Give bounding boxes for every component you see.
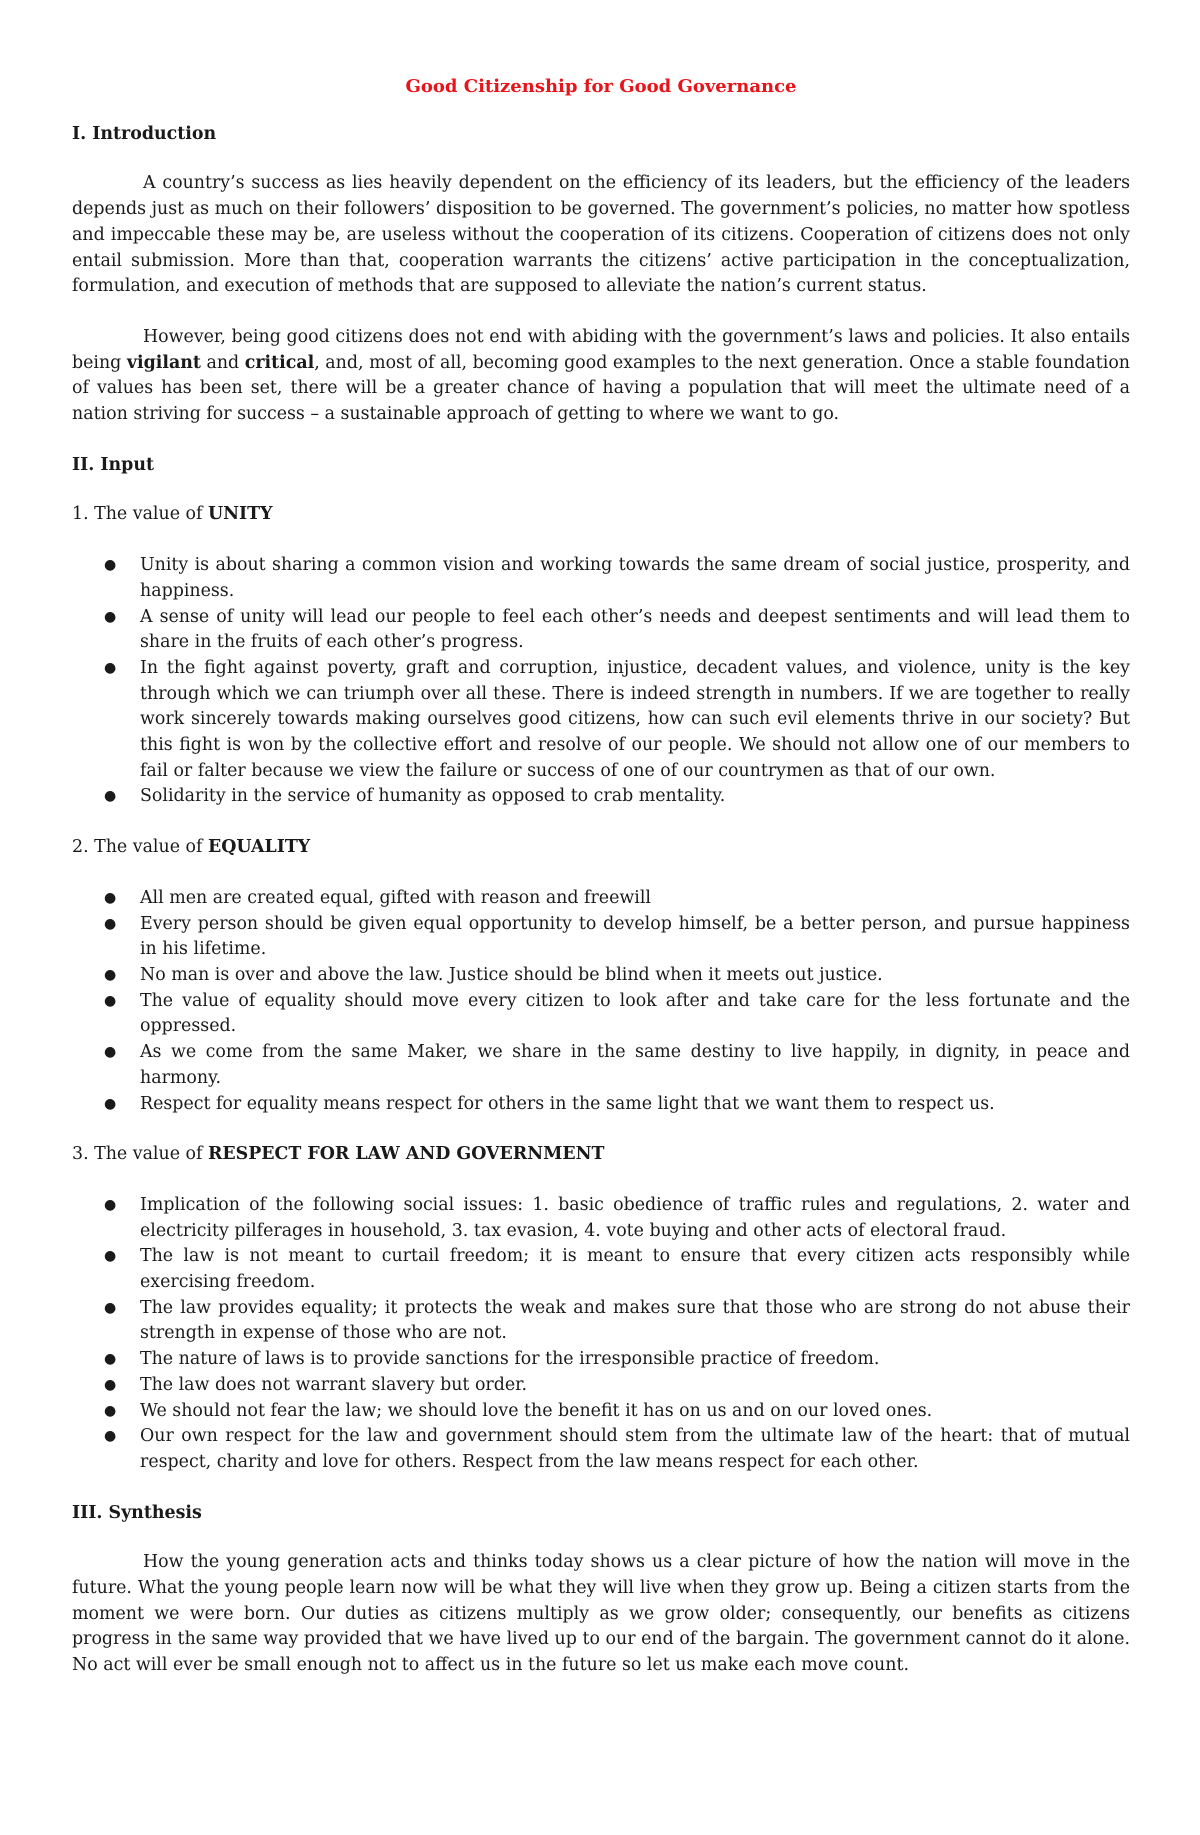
list-item: ● No man is over and above the law. Justice should be blind when it meets out justice. [72,963,1130,989]
intro-heading: I. Introduction [72,123,217,144]
bullet-icon: ● [104,659,117,676]
bullet-icon: ● [104,788,117,805]
synthesis-heading: III. Synthesis [72,1502,202,1523]
bullet-icon: ● [104,1376,117,1393]
unity-list [72,553,1130,810]
list-item: ● Unity is about sharing a common vision and working towards the same dream of social justice, prosperity, and happiness. [104,555,1130,601]
input-heading: II. Input [72,454,154,475]
list-item: ● Solidarity in the service of humanity as opposed to crab mentality. [72,784,1130,810]
list-item: ● Implication of the following social issues: 1. basic obedience of traffic rules and regulations, 2. water and electricity pilferages in household, 3. tax evasion, 4. vote buying and other acts of electoral fraud. [104,1194,1130,1241]
synthesis-paragraph: How the young generation acts and thinks today shows us a clear picture of how the nation will move in the future. What the young people learn now will be what they will live when they grow up. Being a citizen starts from the moment we were born. Our duties as citizens multiply as we grow older; consequently, our benefits as citizens progress in the same way provided that we have lived up to our end of the bargain. The government cannot do it alone. No act will ever be small enough not to affect us in the future so let us make each move count. [72,1552,1130,1676]
bullet-icon: ● [104,1299,117,1316]
list-item: ● Respect for equality means respect for others in the same light that we want them to respect us. [72,1092,1130,1118]
bullet-icon: ● [104,1402,117,1419]
list-item: ● Our own respect for the law and government should stem from the ultimate law of the heart: that of mutual respect, charity and love for others. Respect from the law means respect for each other. [104,1426,1130,1472]
list-item: ● All men are created equal, gifted with reason and freewill [72,886,1130,912]
list-item: ● The law provides equality; it protects the weak and makes sure that those who are strong do not abuse their strength in expense of those who are not. [104,1297,1130,1344]
list-item: ● As we come from the same Maker, we share in the same destiny to live happily, in dignity, in peace and harmony. [104,1042,1130,1088]
bullet-icon: ● [104,992,117,1009]
respect-list [72,1193,1130,1476]
list-item: ● Every person should be given equal opportunity to develop himself, be a better person, and pursue happiness in his lifetime. [104,913,1130,960]
bullet-icon: ● [104,608,117,625]
list-item: ● In the fight against poverty, graft and corruption, injustice, decadent values, and violence, unity is the key through which we can triumph over all these. There is indeed strength in numbers. If we are together to really work sincerely towards making ourselves good citizens, how can such evil elements thrive in our society? But this fight is won by the collective effort and resolve of our people. We should not allow one of our members to fail or falter because we view the failure or success of one of our countrymen as that of our own. [104,657,1130,781]
bullet-icon: ● [104,1095,117,1112]
value-respect-heading: 3. The value of RESPECT FOR LAW AND GOVERNMENT [72,1144,605,1165]
list-item: ● The nature of laws is to provide sanctions for the irresponsible practice of freedom. [72,1347,1130,1373]
document-page [72,74,1130,1704]
bullet-icon: ● [104,557,117,574]
bullet-icon: ● [104,1428,117,1445]
bullet-icon: ● [104,966,117,983]
bullet-icon: ● [104,1248,117,1265]
document-title: Good Citizenship for Good Governance [405,76,797,97]
critical-emphasis: critical [244,352,315,373]
value-unity-heading: 1. The value of UNITY [72,504,273,525]
list-item: ● A sense of unity will lead our people to feel each other’s needs and deepest sentiments and will lead them to share in the fruits of each other’s progress. [104,606,1130,653]
value-equality-heading: 2. The value of EQUALITY [72,837,311,858]
intro-paragraph-1: A country’s success as lies heavily dependent on the efficiency of its leaders, but the efficiency of the leaders depends just as much on their followers’ disposition to be governed. The government’s policies, no matter how spotless and impeccable these may be, are useless without the cooperation of its citizens. Cooperation of citizens does not only entail submission. More than that, cooperation warrants the citizens’ active participation in the conceptualization, formulation, and execution of methods that are supposed to alleviate the nation’s current status. [72,173,1130,297]
vigilant-emphasis: vigilant [126,352,201,373]
list-item: ● The value of equality should move every citizen to look after and take care for the less fortunate and the oppressed. [104,990,1130,1037]
bullet-icon: ● [104,1196,117,1213]
bullet-icon: ● [104,1044,117,1061]
list-item: ● The law does not warrant slavery but order. [72,1373,1130,1399]
list-item: ● The law is not meant to curtail freedom; it is meant to ensure that every citizen acts responsibly while exercising freedom. [104,1246,1130,1293]
bullet-icon: ● [104,915,117,932]
intro-paragraph-2: However, being good citizens does not end with abiding with the government’s laws and policies. It also entails being vigilant and critical, and, most of all, becoming good examples to the next generation. Once a stable foundation of values has been set, there will be a greater chance of having a population that will meet the ultimate need of a nation striving for success – a sustainable approach of getting to where we want to go. [72,326,1130,425]
list-item: ● We should not fear the law; we should love the benefit it has on us and on our loved ones. [72,1399,1130,1425]
bullet-icon: ● [104,889,117,906]
bullet-icon: ● [104,1351,117,1368]
equality-list [72,886,1130,1117]
